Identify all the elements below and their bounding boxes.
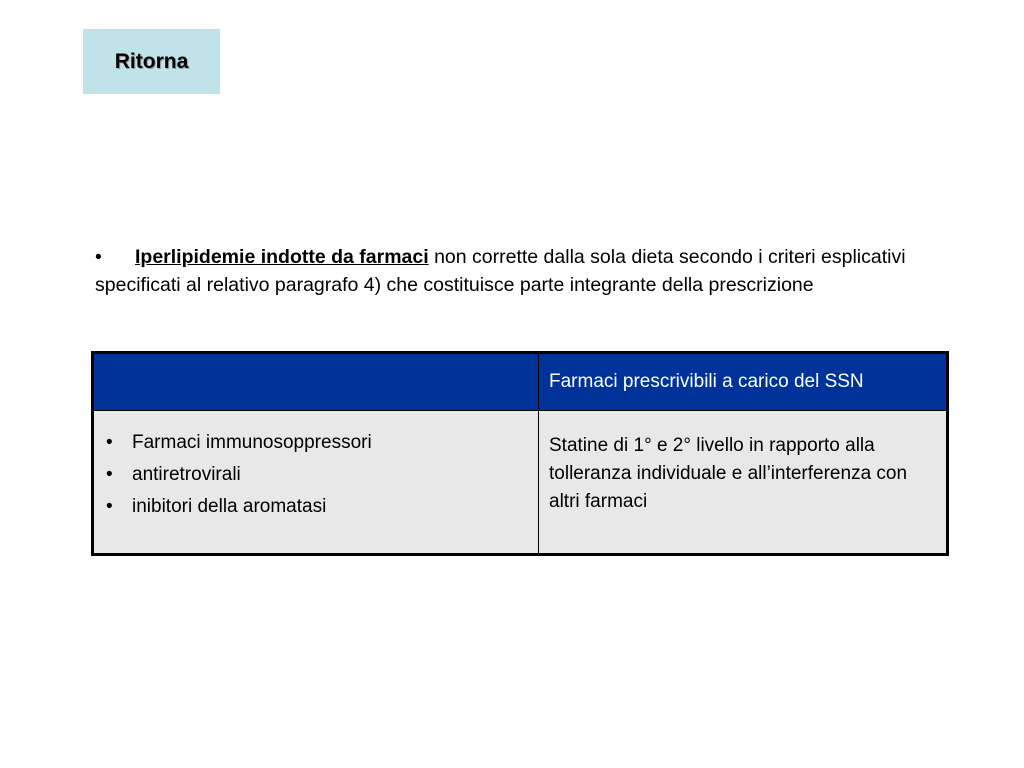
intro-bullet: • (95, 246, 102, 268)
drug-list (94, 427, 538, 523)
table-header-left (93, 353, 539, 411)
list-item (106, 427, 538, 459)
back-button[interactable] (83, 29, 220, 94)
back-button-label: Ritorna (114, 49, 189, 73)
list-item-label: inibitori della aromatasi (132, 496, 327, 517)
list-item (106, 459, 538, 491)
list-bullet: • (106, 496, 113, 517)
intro-paragraph (95, 244, 955, 299)
list-item (106, 491, 538, 523)
list-item-label: Farmaci immunosoppressori (132, 432, 372, 453)
prescription-cell: Statine di 1° e 2° livello in rapporto alla tolleranza individuale e all’interferenza con altri farmaci (539, 411, 948, 555)
intro-text: non corrette dalla sola dieta secondo i criteri esplicativi specificati al relativo paragrafo 4) che costituisce parte integrante della prescrizione (95, 246, 906, 296)
list-bullet: • (106, 432, 113, 453)
list-bullet: • (106, 464, 113, 485)
table-row (93, 411, 948, 555)
table-header-row (93, 353, 948, 411)
drug-table (91, 351, 949, 556)
drug-list-cell (93, 411, 539, 555)
intro-highlight: Iperlipidemie indotte da farmaci (135, 246, 429, 268)
list-item-label: antiretrovirali (132, 464, 241, 485)
table-header-right: Farmaci prescrivibili a carico del SSN (539, 353, 948, 411)
